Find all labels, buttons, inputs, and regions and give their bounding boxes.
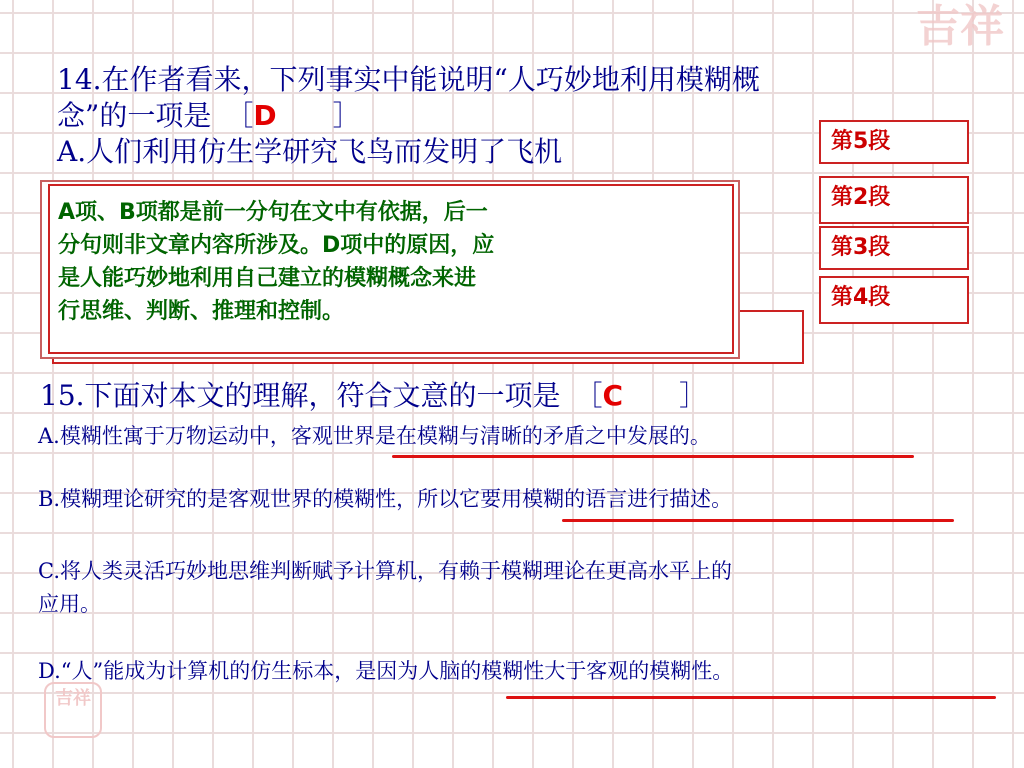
question-15-option-a: A.模糊性寓于万物运动中，客观世界是在模糊与清晰的矛盾之中发展的。: [38, 424, 711, 448]
explanation-line-4: 行思维、判断、推理和控制。: [58, 299, 345, 324]
paragraph-tag-4: 第4段: [819, 276, 969, 324]
option-b-underline: [562, 519, 954, 522]
option-a-underline: [392, 455, 914, 458]
explanation-line-3: 是人能巧妙地利用自己建立的模糊概念来进: [58, 266, 477, 291]
question-14-stem-line1: 14.在作者看来，下列事实中能说明“人巧妙地利用模糊概: [57, 63, 760, 96]
question-15-answer: C: [602, 379, 624, 412]
question-15-option-c-line1: C.将人类灵活巧妙地思维判断赋予计算机，有赖于模糊理论在更高水平上的: [38, 559, 732, 583]
question-15-bracket-close: ］: [623, 379, 708, 412]
paragraph-tag-5: 第5段: [819, 120, 969, 164]
question-14-option-a: A.人们利用仿生学研究飞鸟而发明了飞机: [57, 135, 563, 168]
question-15-stem: [40, 378, 707, 414]
explanation-box: [48, 184, 734, 354]
question-15-option-c-line2: 应用。: [38, 592, 101, 616]
watermark-stamp: 吉祥: [44, 682, 102, 738]
option-d-underline: [506, 696, 996, 699]
paragraph-tag-2: 第2段: [819, 176, 969, 224]
explanation-line-1: A项、B项都是前一分句在文中有依据，后一: [58, 200, 488, 225]
watermark-logo: 吉祥: [916, 1, 1004, 52]
explanation-line-2: 分句则非文章内容所涉及。D项中的原因，应: [58, 233, 495, 258]
question-15-option-d: D.“人”能成为计算机的仿生标本，是因为人脑的模糊性大于客观的模糊性。: [38, 659, 734, 683]
question-14-stem-line2: [57, 98, 760, 134]
question-15-option-b: B.模糊理论研究的是客观世界的模糊性，所以它要用模糊的语言进行描述。: [38, 487, 733, 511]
question-14-answer: D: [253, 99, 277, 132]
paragraph-tag-3: 第3段: [819, 226, 969, 270]
question-14-bracket-close: ］: [276, 99, 361, 132]
question-15-stem-text: 15.下面对本文的理解，符合文意的一项是 ［: [40, 379, 603, 412]
question-14-bracket-open: 念”的一项是 ［: [57, 99, 254, 132]
question-14: [57, 62, 760, 170]
